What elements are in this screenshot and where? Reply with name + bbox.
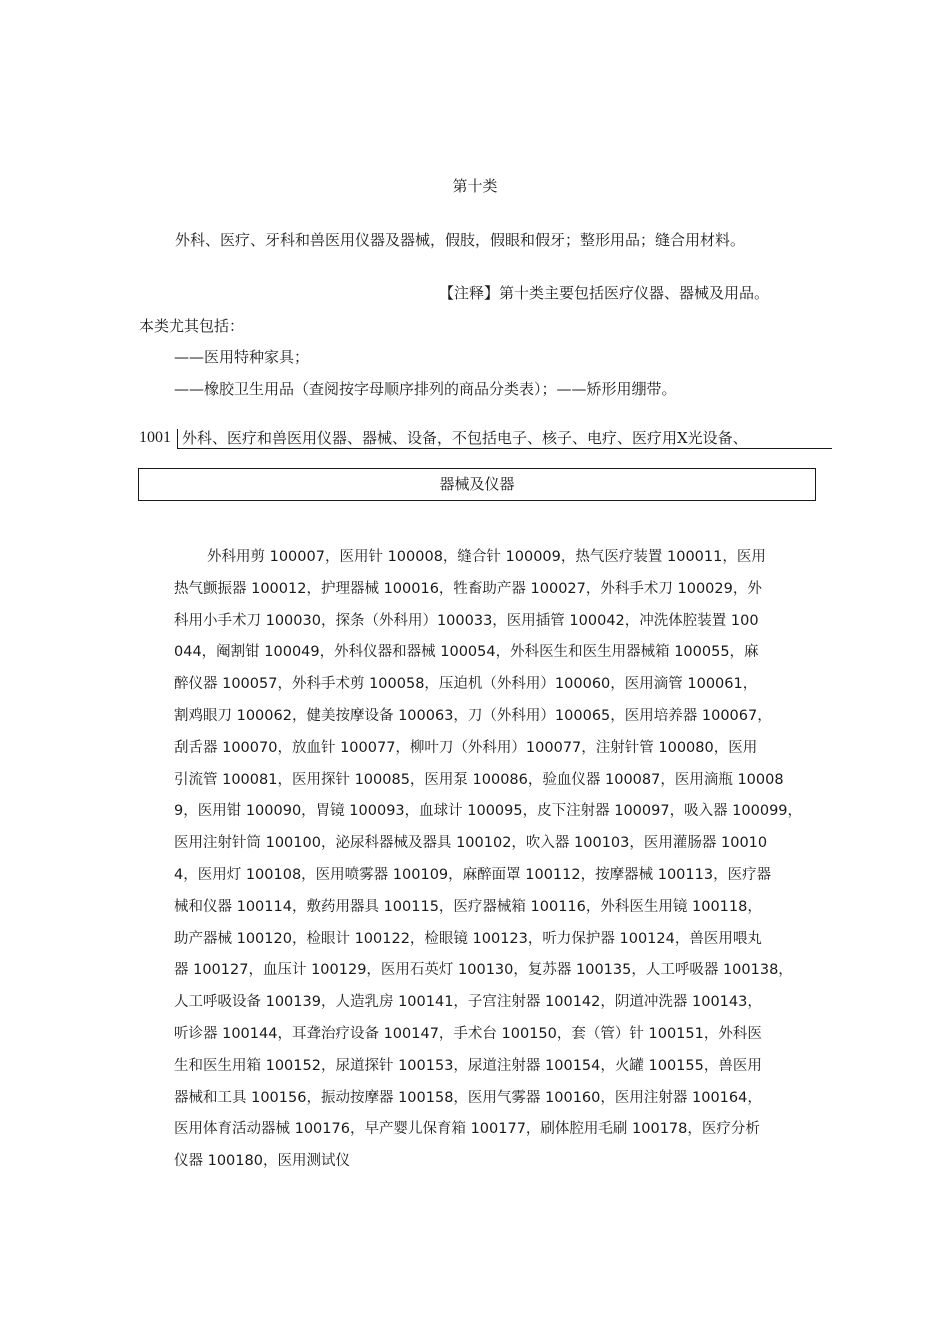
- goods-list-line: 9，医用钳 100090，胃镜 100093，血球计 100095，皮下注射器 100097，吸入器 100099，: [174, 803, 803, 820]
- includes-item: ——医用特种家具；: [174, 348, 310, 366]
- goods-list-line: 热气颤振器 100012，护理器械 100016，牲畜助产器 100027，外科手术刀 100029，外: [174, 580, 762, 597]
- goods-list-line: 器械和工具 100156，振动按摩器 100158，医用气雾器 100160，医用注射器 100164，: [174, 1089, 762, 1106]
- goods-list-line: 仪器 100180，医用测试仪: [174, 1153, 350, 1170]
- goods-list-line: 醉仪器 100057，外科手术剪 100058，压迫机（外科用）100060，医用滴管 100061，: [174, 676, 758, 693]
- goods-list-line: 听诊器 100144，耳聋治疗设备 100147，手术台 100150，套（管）针 100151，外科医: [174, 1025, 762, 1042]
- goods-list-line: 刮舌器 100070，放血针 100077，柳叶刀（外科用）100077，注射针管 100080，医用: [174, 739, 758, 756]
- goods-list-line: 医用注射针筒 100100，泌尿科器械及器具 100102，吹入器 100103，医用灌肠器 10010: [174, 835, 768, 852]
- goods-list-line: 医用体育活动器械 100176，早产婴儿保育箱 100177，刷体腔用毛刷 100178，医疗分析: [174, 1121, 760, 1138]
- goods-list-line: 外科用剪 100007，医用针 100008，缝合针 100009，热气医疗装置 100011，医用: [207, 549, 766, 565]
- group-header: [139, 429, 827, 449]
- goods-list-line: 044，阉割钳 100049，外科仪器和器械 100054，外科医生和医生用器械箱 100055，麻: [174, 644, 759, 661]
- group-code: 1001: [139, 429, 171, 446]
- goods-list-line: 4，医用灯 100108，医用喷雾器 100109，麻醉面罩 100112，按摩器械 100113，医疗器: [174, 866, 772, 883]
- group-description: 外科、医疗和兽医用仪器、器械、设备，不包括电子、核子、电疗、医疗用X光设备、: [177, 429, 832, 449]
- includes-heading: 本类尤其包括：: [139, 317, 245, 335]
- goods-list-line: 人工呼吸设备 100139，人造乳房 100141，子宫注射器 100142，阴道冲洗器 100143，: [174, 994, 762, 1011]
- goods-list-line: 割鸡眼刀 100062，健美按摩设备 100063，刀（外科用）100065，医用培养器 100067，: [174, 707, 772, 724]
- goods-list-line: 生和医生用箱 100152，尿道探针 100153，尿道注射器 100154，火罐 100155，兽医用: [174, 1057, 762, 1074]
- goods-list-line: 科用小手术刀 100030，探条（外科用）100033，医用插管 100042，冲洗体腔装置 100: [174, 612, 759, 629]
- class-title: 第十类: [452, 177, 498, 195]
- goods-list-line: 助产器械 100120，检眼计 100122，检眼镜 100123，听力保护器 100124，兽医用喂丸: [174, 930, 762, 947]
- goods-list-paragraph: [174, 542, 822, 1178]
- goods-list-line: 械和仪器 100114，敷药用器具 100115，医疗器械箱 100116，外科医生用镜 100118，: [174, 898, 762, 915]
- includes-item: ——橡胶卫生用品（查阅按字母顺序排列的商品分类表）；——矫形用绷带。: [174, 380, 677, 398]
- goods-list-line: 器 100127，血压计 100129，医用石英灯 100130，复苏器 100135，人工呼吸器 100138，: [174, 962, 793, 979]
- goods-list-line: 引流管 100081，医用探针 100085，医用泵 100086，验血仪器 100087，医用滴瓶 10008: [174, 771, 784, 788]
- group-description-continued: 器械及仪器: [138, 468, 816, 501]
- class-note: 【注释】第十类主要包括医疗仪器、器械及用品。: [439, 284, 770, 302]
- class-heading: 外科、医疗、牙科和兽医用仪器及器械，假肢，假眼和假牙；整形用品；缝合用材料。: [175, 231, 746, 249]
